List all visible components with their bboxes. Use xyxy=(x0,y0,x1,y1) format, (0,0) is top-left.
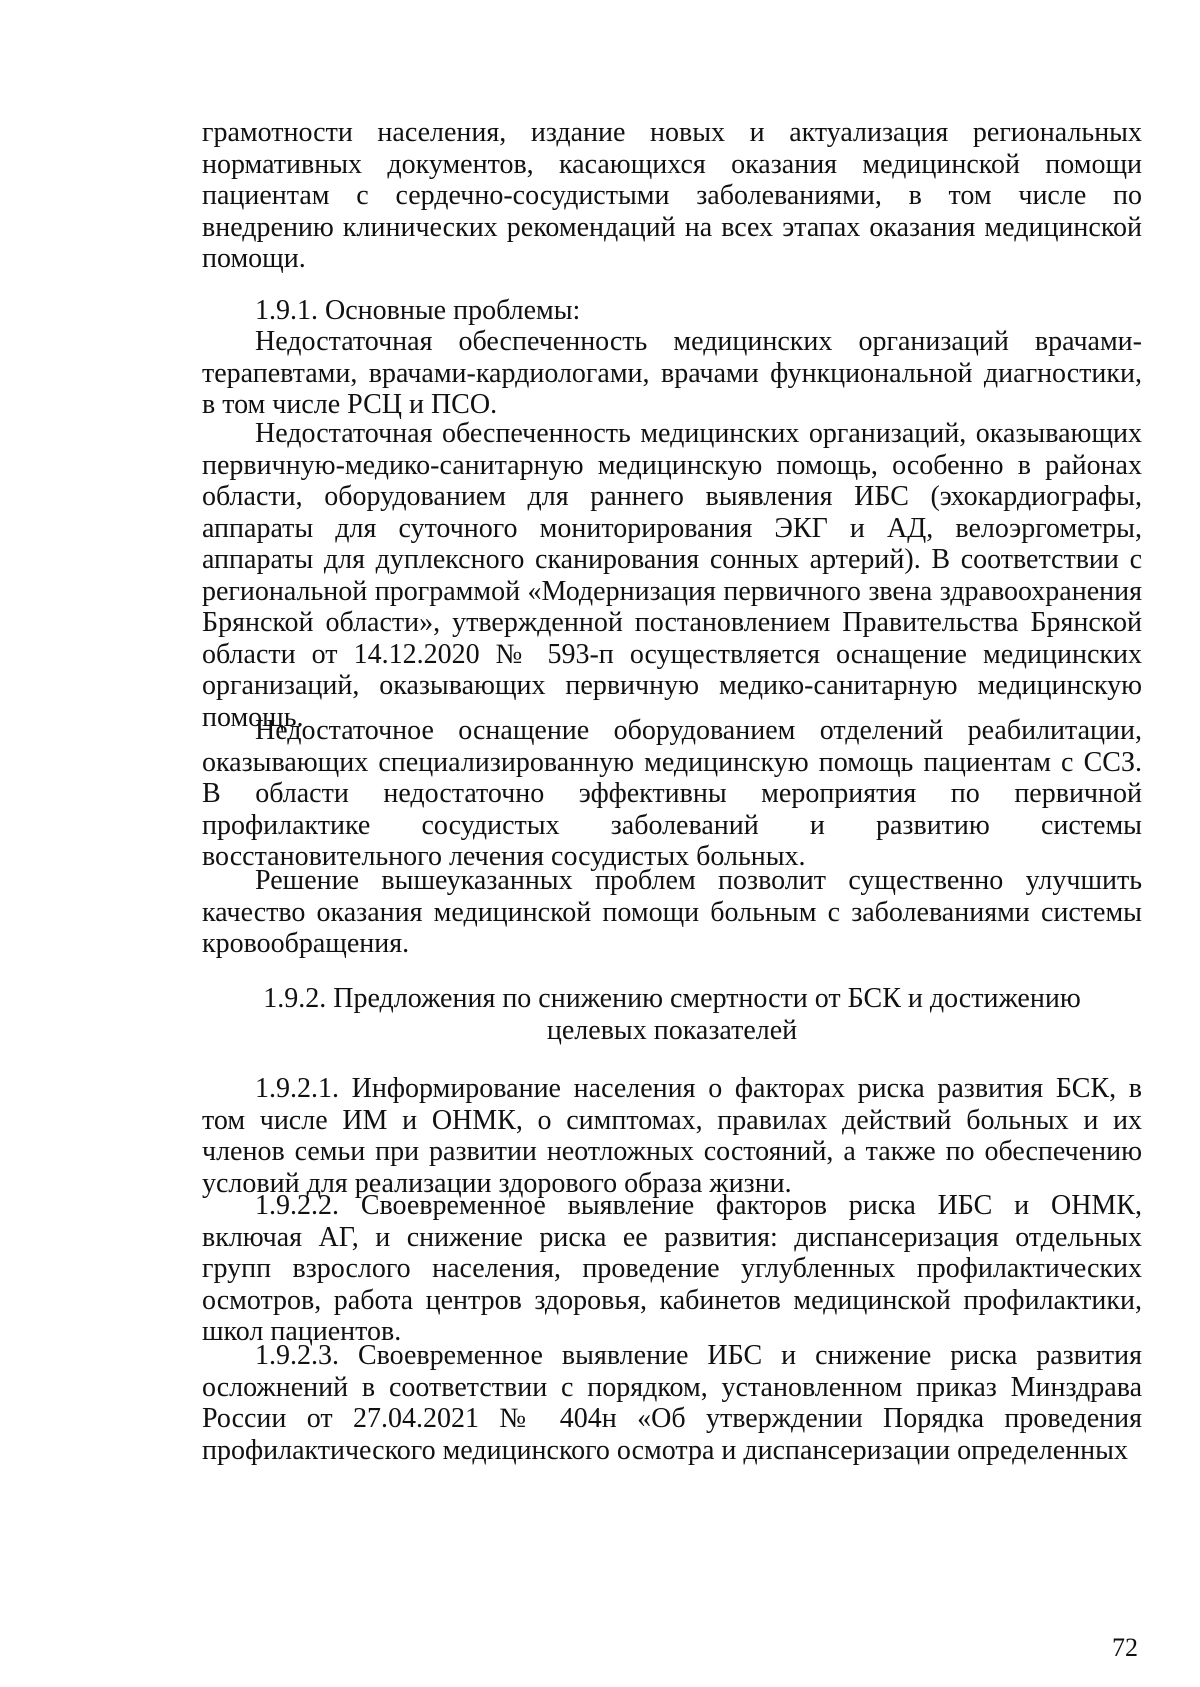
section-1-9-2-heading xyxy=(202,983,1142,1047)
paragraph-1-9-2-1: 1.9.2.1. Информирование населения о факторах риска развития БСК, в том числе ИМ и ОНМК, о симптомах, правилах действий больных и их членов семьи при развитии неотложных состояний, а также по обеспечению условий для реализации здорового образа жизни. xyxy=(202,1073,1142,1199)
paragraph-1-9-2-3: 1.9.2.3. Своевременное выявление ИБС и снижение риска развития осложнений в соответствии с порядком, установленном приказ Минздрава России от 27.04.2021 № 404н «Об утверждении Порядка проведения профилактического медицинского осмотра и диспансеризации определенных xyxy=(202,1340,1142,1466)
paragraph-rehabilitation-equipment: Недостаточное оснащение оборудованием отделений реабилитации, оказывающих специализированную медицинскую помощь пациентам с ССЗ. В области недостаточно эффективны мероприятия по первичной профилактике сосудистых заболеваний и развитию системы восстановительного лечения сосудистых больных. xyxy=(202,715,1142,872)
paragraph-problem-solution: Решение вышеуказанных проблем позволит существенно улучшить качество оказания медицинской помощи больным с заболеваниями системы кровообращения. xyxy=(202,865,1142,959)
paragraph-staffing-shortage: Недостаточная обеспеченность медицинских организаций врачами-терапевтами, врачами-кардиологами, врачами функциональной диагностики, в том числе РСЦ и ПСО. xyxy=(202,326,1142,420)
paragraph-equipment-shortage: Недостаточная обеспеченность медицинских организаций, оказывающих первичную-медико-санитарную медицинскую помощь, особенно в районах области, оборудованием для раннего выявления ИБС (эхокардиографы, аппараты для суточного мониторирования ЭКГ и АД, велоэргометры, аппараты для дуплексного сканирования сонных артерий). В соответствии с региональной программой «Модернизация первичного звена здравоохранения Брянской области», утвержденной постановлением Правительства Брянской области от 14.12.2020 № 593-п осуществляется оснащение медицинских организаций, оказывающих первичную медико-санитарную медицинскую помощь. xyxy=(202,418,1142,733)
section-1-9-1-heading: 1.9.1. Основные проблемы: xyxy=(255,295,581,326)
intro-paragraph: грамотности населения, издание новых и актуализация региональных нормативных документов, касающихся оказания медицинской помощи пациентам с сердечно-сосудистыми заболеваниями, в том числе по внедрению клинических рекомендаций на всех этапах оказания медицинской помощи. xyxy=(202,117,1142,274)
section-1-9-2-heading-line-1: 1.9.2. Предложения по снижению смертности от БСК и достижению xyxy=(263,983,1081,1014)
page-number: 72 xyxy=(1112,1633,1138,1662)
paragraph-1-9-2-2: 1.9.2.2. Своевременное выявление факторов риска ИБС и ОНМК, включая АГ, и снижение риска ее развития: диспансеризация отдельных групп взрослого населения, проведение углубленных профилактических осмотров, работа центров здоровья, кабинетов медицинской профилактики, школ пациентов. xyxy=(202,1190,1142,1347)
section-1-9-2-heading-line-2: целевых показателей xyxy=(546,1015,798,1046)
